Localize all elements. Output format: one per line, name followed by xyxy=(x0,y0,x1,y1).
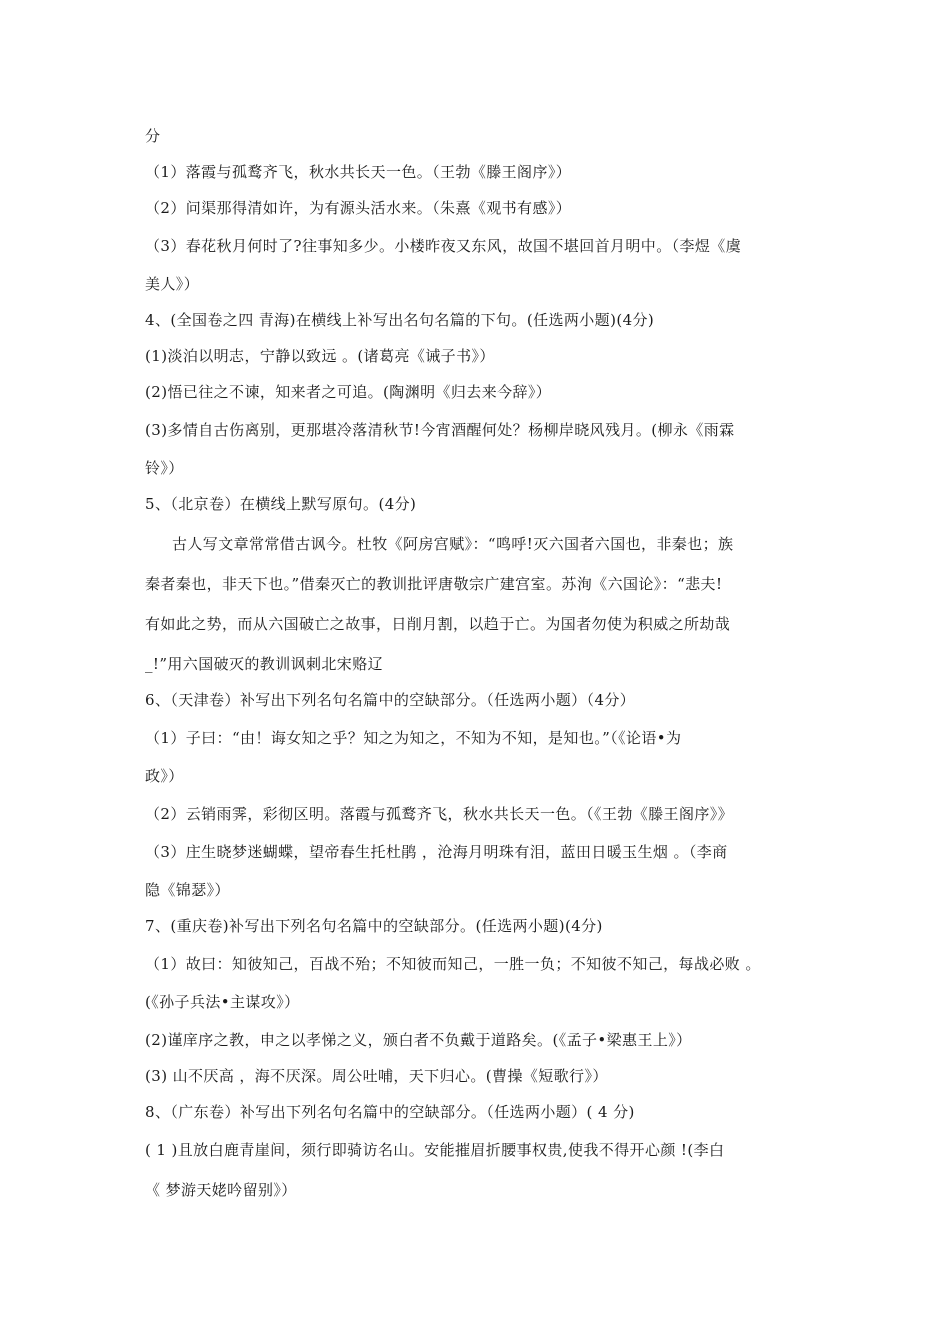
text-line: （1）故曰：知彼知己，百战不殆；不知彼而知己，一胜一负；不知彼不知己，每战必败 。 xyxy=(145,955,761,973)
text-line: （1）子曰：“由！诲女知之乎？知之为知之，不知为不知，是知也。”（《论语•为 xyxy=(145,729,682,747)
text-line: 6、（天津卷）补写出下列名句名篇中的空缺部分。（任选两小题）（4分） xyxy=(145,691,636,709)
text-line: 铃》） xyxy=(145,459,184,477)
text-line: （2）云销雨霁，彩彻区明。落霞与孤鹜齐飞，秋水共长天一色。（《王勃《滕王阁序》》 xyxy=(145,805,734,823)
text-line: 7、(重庆卷)补写出下列名句名篇中的空缺部分。(任选两小题)(4分) xyxy=(145,917,603,935)
text-line: ( 1 )且放白鹿青崖间，须行即骑访名山。安能摧眉折腰事权贵,使我不得开心颜 !(李白 xyxy=(145,1141,725,1159)
text-line: （3）春花秋月何时了?往事知多少。小楼昨夜又东风，故国不堪回首月明中。（李煜《虞 xyxy=(145,237,742,255)
text-line: （3）庄生晓梦迷蝴蝶，望帝春生托杜鹃 ，沧海月明珠有泪，蓝田日暖玉生烟 。（李商 xyxy=(145,843,728,861)
text-line: _!”用六国破灭的教训讽刺北宋赂辽 xyxy=(145,655,383,673)
text-line: 美人》） xyxy=(145,275,200,293)
text-line: (3)多情自古伤离别，更那堪冷落清秋节!今宵酒醒何处？杨柳岸晓风残月。(柳永《雨霖 xyxy=(145,421,735,439)
text-line: (1)淡泊以明志，宁静以致远 。(诸葛亮《诫子书》） xyxy=(145,347,495,365)
text-line: 分 xyxy=(145,127,161,145)
text-line: 4、(全国卷之四 青海)在横线上补写出名句名篇的下句。(任选两小题)(4分) xyxy=(145,311,655,329)
text-line: (《孙子兵法•主谋攻》） xyxy=(145,993,300,1011)
text-line: 有如此之势，而从六国破亡之故事，日削月割，以趋于亡。为国者勿使为积威之所劫哉 xyxy=(145,615,731,633)
text-line: 秦者秦也，非天下也。”借秦灭亡的教训批评唐敬宗广建宫室。苏洵《六国论》：“悲夫! xyxy=(145,575,723,593)
text-line: 政》） xyxy=(145,767,184,785)
text-line: 《 梦游天姥吟留别》） xyxy=(145,1181,297,1199)
text-line: (2)悟已往之不谏，知来者之可追。(陶渊明《归去来今辞》） xyxy=(145,383,552,401)
text-line: 隐《锦瑟》） xyxy=(145,881,230,899)
text-line: 8、（广东卷）补写出下列名句名篇中的空缺部分。（任选两小题）( 4 分) xyxy=(145,1103,635,1121)
text-line: (3) 山不厌高 ，海不厌深。周公吐哺，天下归心。(曹操《短歌行》） xyxy=(145,1067,608,1085)
text-line: (2)谨庠序之教，申之以孝悌之义，颁白者不负戴于道路矣。(《孟子•梁惠王上》） xyxy=(145,1031,692,1049)
text-line: 5、（北京卷）在横线上默写原句。(4分) xyxy=(145,495,417,513)
text-line: （2）问渠那得清如许，为有源头活水来。（朱熹《观书有感》） xyxy=(145,199,572,217)
text-line: 古人写文章常常借古讽今。杜牧《阿房宫赋》：“鸣呼!灭六国者六国也，非秦也；族 xyxy=(172,535,734,553)
text-line: （1）落霞与孤鹜齐飞，秋水共长天一色。（王勃《滕王阁序》） xyxy=(145,163,572,181)
